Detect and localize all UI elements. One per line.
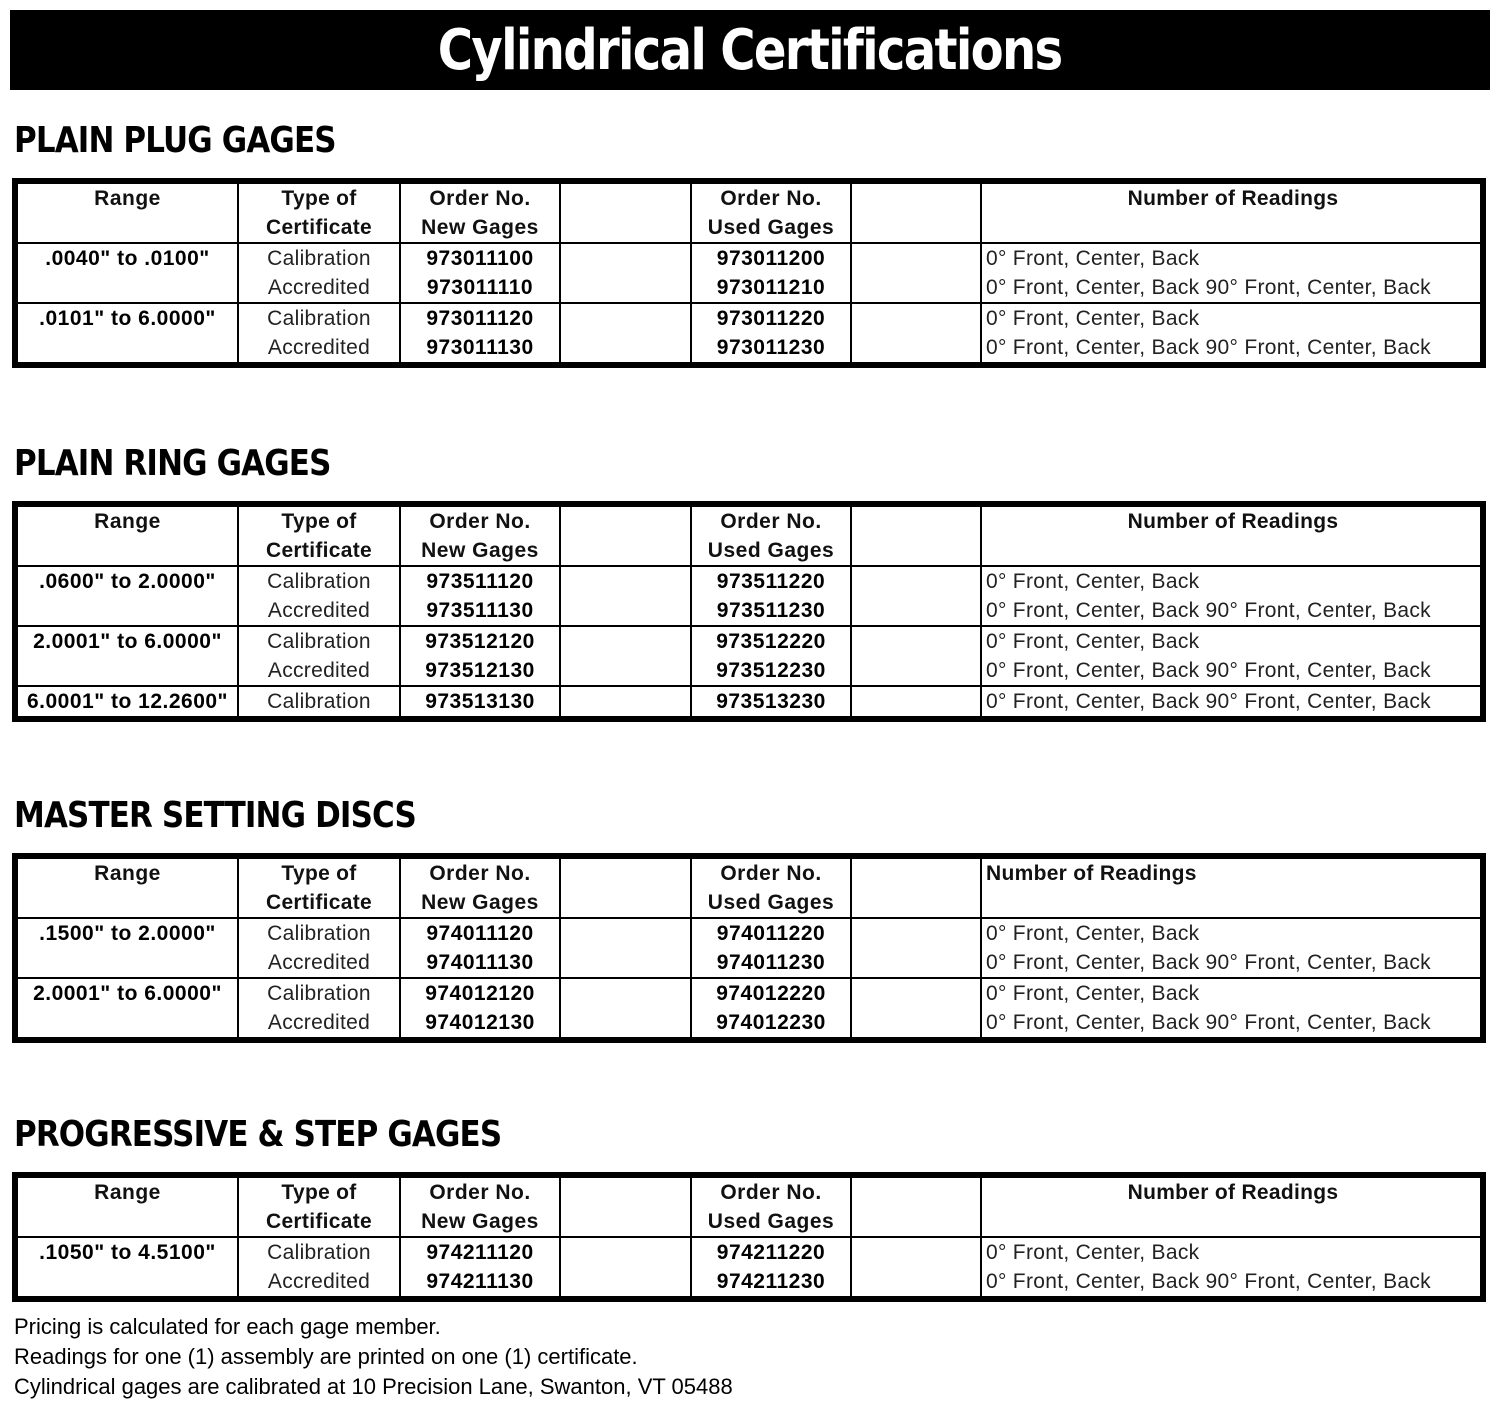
header-type: Type of [238,856,400,888]
order-no-new-cell: 974012130 [400,1008,560,1040]
blank-cell [851,656,981,686]
table-row [15,1008,1483,1040]
blank-cell [560,181,691,213]
certificate-type-cell: Accredited [238,273,400,303]
blank-cell [981,536,1483,566]
order-no-used-cell: 974011220 [691,918,851,948]
order-no-new-cell: 974011130 [400,948,560,978]
blank-cell [560,918,691,948]
certificate-type-cell: Calibration [238,1237,400,1267]
order-no-used-cell: 973512230 [691,656,851,686]
readings-cell: 0° Front, Center, Back 90° Front, Center, Back [981,656,1483,686]
blank-cell [851,1267,981,1299]
blank-cell [851,181,981,213]
header-order-new: New Gages [400,1207,560,1237]
blank-cell [560,243,691,273]
header-order-used: Order No. [691,1175,851,1207]
certificate-type-cell: Accredited [238,656,400,686]
header-type: Certificate [238,888,400,918]
certificate-type-cell: Calibration [238,243,400,273]
certificate-type-cell: Accredited [238,948,400,978]
order-no-new-cell: 974011120 [400,918,560,948]
blank-cell [560,303,691,333]
order-no-new-cell: 973512130 [400,656,560,686]
blank-cell [560,888,691,918]
blank-cell [851,948,981,978]
order-no-used-cell: 974012220 [691,978,851,1008]
blank-cell [560,856,691,888]
table-row [15,273,1483,303]
order-no-new-cell: 973511120 [400,566,560,596]
header-row [15,504,1483,536]
header-order-used: Used Gages [691,213,851,243]
progressive-step-gages-table [12,1172,1486,1302]
header-range: Range [15,181,238,213]
header-order-used: Order No. [691,856,851,888]
page-title: Cylindrical Certifications [438,17,1062,83]
table-row [15,1267,1483,1299]
blank-cell [560,1237,691,1267]
order-no-new-cell: 973513130 [400,686,560,719]
header-range: Range [15,856,238,888]
table-row [15,303,1483,333]
order-no-used-cell: 973011210 [691,273,851,303]
section-heading-progressive-step: PROGRESSIVE & STEP GAGES [14,1114,502,1155]
blank-cell [560,686,691,719]
range-cell: .0600" to 2.0000" [15,566,238,596]
footer-note: Cylindrical gages are calibrated at 10 Precision Lane, Swanton, VT 05488 [14,1374,733,1399]
readings-cell: 0° Front, Center, Back [981,978,1483,1008]
footer-notes [14,1312,733,1402]
readings-cell: 0° Front, Center, Back [981,918,1483,948]
blank-cell [560,626,691,656]
readings-cell: 0° Front, Center, Back [981,626,1483,656]
header-order-new: Order No. [400,856,560,888]
header-type: Type of [238,1175,400,1207]
blank-cell [851,1175,981,1207]
table-row [15,978,1483,1008]
table-row [15,948,1483,978]
title-banner [10,10,1490,90]
master-setting-discs-table [12,853,1486,1043]
header-row [15,536,1483,566]
section-heading-plain-plug: PLAIN PLUG GAGES [14,120,336,161]
blank-cell [851,504,981,536]
certificate-type-cell: Accredited [238,333,400,365]
order-no-used-cell: 974211220 [691,1237,851,1267]
range-cell: .1500" to 2.0000" [15,918,238,948]
blank-cell [560,948,691,978]
order-no-new-cell: 973011130 [400,333,560,365]
blank-cell [981,888,1483,918]
header-row [15,213,1483,243]
header-range: Range [15,1175,238,1207]
readings-cell: 0° Front, Center, Back 90° Front, Center, Back [981,948,1483,978]
header-range: Range [15,504,238,536]
footer-note: Readings for one (1) assembly are printed on one (1) certificate. [14,1344,638,1369]
readings-cell: 0° Front, Center, Back [981,303,1483,333]
range-cell: .0040" to .0100" [15,243,238,273]
certificate-type-cell: Calibration [238,686,400,719]
table-row [15,596,1483,626]
header-order-used: Used Gages [691,888,851,918]
blank-cell [851,1008,981,1040]
blank-cell [851,213,981,243]
blank-cell [560,1008,691,1040]
blank-cell [851,596,981,626]
footer-note: Pricing is calculated for each gage member. [14,1314,441,1339]
order-no-new-cell: 973011110 [400,273,560,303]
blank-cell [851,978,981,1008]
blank-cell [560,273,691,303]
plain-plug-gages-table [12,178,1486,368]
certificate-type-cell: Calibration [238,626,400,656]
blank-cell [560,1175,691,1207]
blank-cell [851,566,981,596]
blank-cell [560,333,691,365]
header-readings: Number of Readings [981,504,1483,536]
table-row [15,566,1483,596]
header-row [15,1175,1483,1207]
order-no-new-cell: 973512120 [400,626,560,656]
table-row [15,1237,1483,1267]
range-cell: 2.0001" to 6.0000" [15,626,238,656]
readings-cell: 0° Front, Center, Back 90° Front, Center, Back [981,686,1483,719]
readings-cell: 0° Front, Center, Back 90° Front, Center, Back [981,1008,1483,1040]
readings-cell: 0° Front, Center, Back [981,243,1483,273]
blank-cell [851,1237,981,1267]
range-cell: .0101" to 6.0000" [15,303,238,333]
blank-cell [560,1267,691,1299]
table-row [15,656,1483,686]
header-readings: Number of Readings [981,1175,1483,1207]
blank-cell [15,888,238,918]
blank-cell [560,566,691,596]
range-cell [15,948,238,978]
certificate-type-cell: Calibration [238,566,400,596]
header-readings: Number of Readings [981,856,1483,888]
section-heading-plain-ring: PLAIN RING GAGES [14,443,331,484]
blank-cell [851,1207,981,1237]
certificate-type-cell: Calibration [238,303,400,333]
order-no-used-cell: 973512220 [691,626,851,656]
blank-cell [560,504,691,536]
header-order-used: Used Gages [691,536,851,566]
blank-cell [981,213,1483,243]
section-heading-master-discs: MASTER SETTING DISCS [14,795,416,836]
table-row [15,686,1483,719]
header-type: Certificate [238,1207,400,1237]
blank-cell [851,303,981,333]
order-no-new-cell: 973511130 [400,596,560,626]
blank-cell [851,273,981,303]
header-order-new: Order No. [400,504,560,536]
range-cell [15,333,238,365]
range-cell [15,273,238,303]
readings-cell: 0° Front, Center, Back [981,1237,1483,1267]
header-order-used: Order No. [691,181,851,213]
header-type: Certificate [238,536,400,566]
blank-cell [851,243,981,273]
order-no-used-cell: 973511220 [691,566,851,596]
blank-cell [15,213,238,243]
header-row [15,1207,1483,1237]
header-order-new: New Gages [400,888,560,918]
readings-cell: 0° Front, Center, Back 90° Front, Center, Back [981,273,1483,303]
header-row [15,181,1483,213]
blank-cell [851,626,981,656]
range-cell [15,1008,238,1040]
table-row [15,333,1483,365]
order-no-new-cell: 974211120 [400,1237,560,1267]
blank-cell [851,333,981,365]
blank-cell [981,1207,1483,1237]
order-no-used-cell: 973011220 [691,303,851,333]
readings-cell: 0° Front, Center, Back 90° Front, Center, Back [981,1267,1483,1299]
order-no-used-cell: 974012230 [691,1008,851,1040]
table-row [15,243,1483,273]
blank-cell [560,536,691,566]
order-no-used-cell: 973011230 [691,333,851,365]
blank-cell [560,213,691,243]
header-order-new: Order No. [400,181,560,213]
order-no-used-cell: 973011200 [691,243,851,273]
range-cell: 2.0001" to 6.0000" [15,978,238,1008]
blank-cell [851,856,981,888]
table-row [15,626,1483,656]
header-order-new: New Gages [400,213,560,243]
header-row [15,856,1483,888]
blank-cell [15,1207,238,1237]
order-no-new-cell: 974211130 [400,1267,560,1299]
blank-cell [851,888,981,918]
header-order-used: Order No. [691,504,851,536]
blank-cell [851,536,981,566]
header-order-used: Used Gages [691,1207,851,1237]
header-order-new: New Gages [400,536,560,566]
blank-cell [851,686,981,719]
blank-cell [15,536,238,566]
plain-ring-gages-table [12,501,1486,722]
range-cell [15,656,238,686]
order-no-new-cell: 973011100 [400,243,560,273]
order-no-used-cell: 974211230 [691,1267,851,1299]
order-no-new-cell: 974012120 [400,978,560,1008]
header-type: Type of [238,504,400,536]
order-no-used-cell: 973513230 [691,686,851,719]
blank-cell [560,596,691,626]
header-readings: Number of Readings [981,181,1483,213]
certificate-type-cell: Accredited [238,1267,400,1299]
range-cell: .1050" to 4.5100" [15,1237,238,1267]
blank-cell [560,656,691,686]
readings-cell: 0° Front, Center, Back 90° Front, Center, Back [981,333,1483,365]
readings-cell: 0° Front, Center, Back 90° Front, Center, Back [981,596,1483,626]
certificate-type-cell: Calibration [238,978,400,1008]
header-row [15,888,1483,918]
certificate-type-cell: Accredited [238,596,400,626]
table-row [15,918,1483,948]
header-type: Type of [238,181,400,213]
header-order-new: Order No. [400,1175,560,1207]
range-cell [15,1267,238,1299]
range-cell: 6.0001" to 12.2600" [15,686,238,719]
blank-cell [851,918,981,948]
order-no-used-cell: 973511230 [691,596,851,626]
blank-cell [560,1207,691,1237]
blank-cell [560,978,691,1008]
header-type: Certificate [238,213,400,243]
order-no-used-cell: 974011230 [691,948,851,978]
certificate-type-cell: Accredited [238,1008,400,1040]
order-no-new-cell: 973011120 [400,303,560,333]
range-cell [15,596,238,626]
certificate-type-cell: Calibration [238,918,400,948]
readings-cell: 0° Front, Center, Back [981,566,1483,596]
